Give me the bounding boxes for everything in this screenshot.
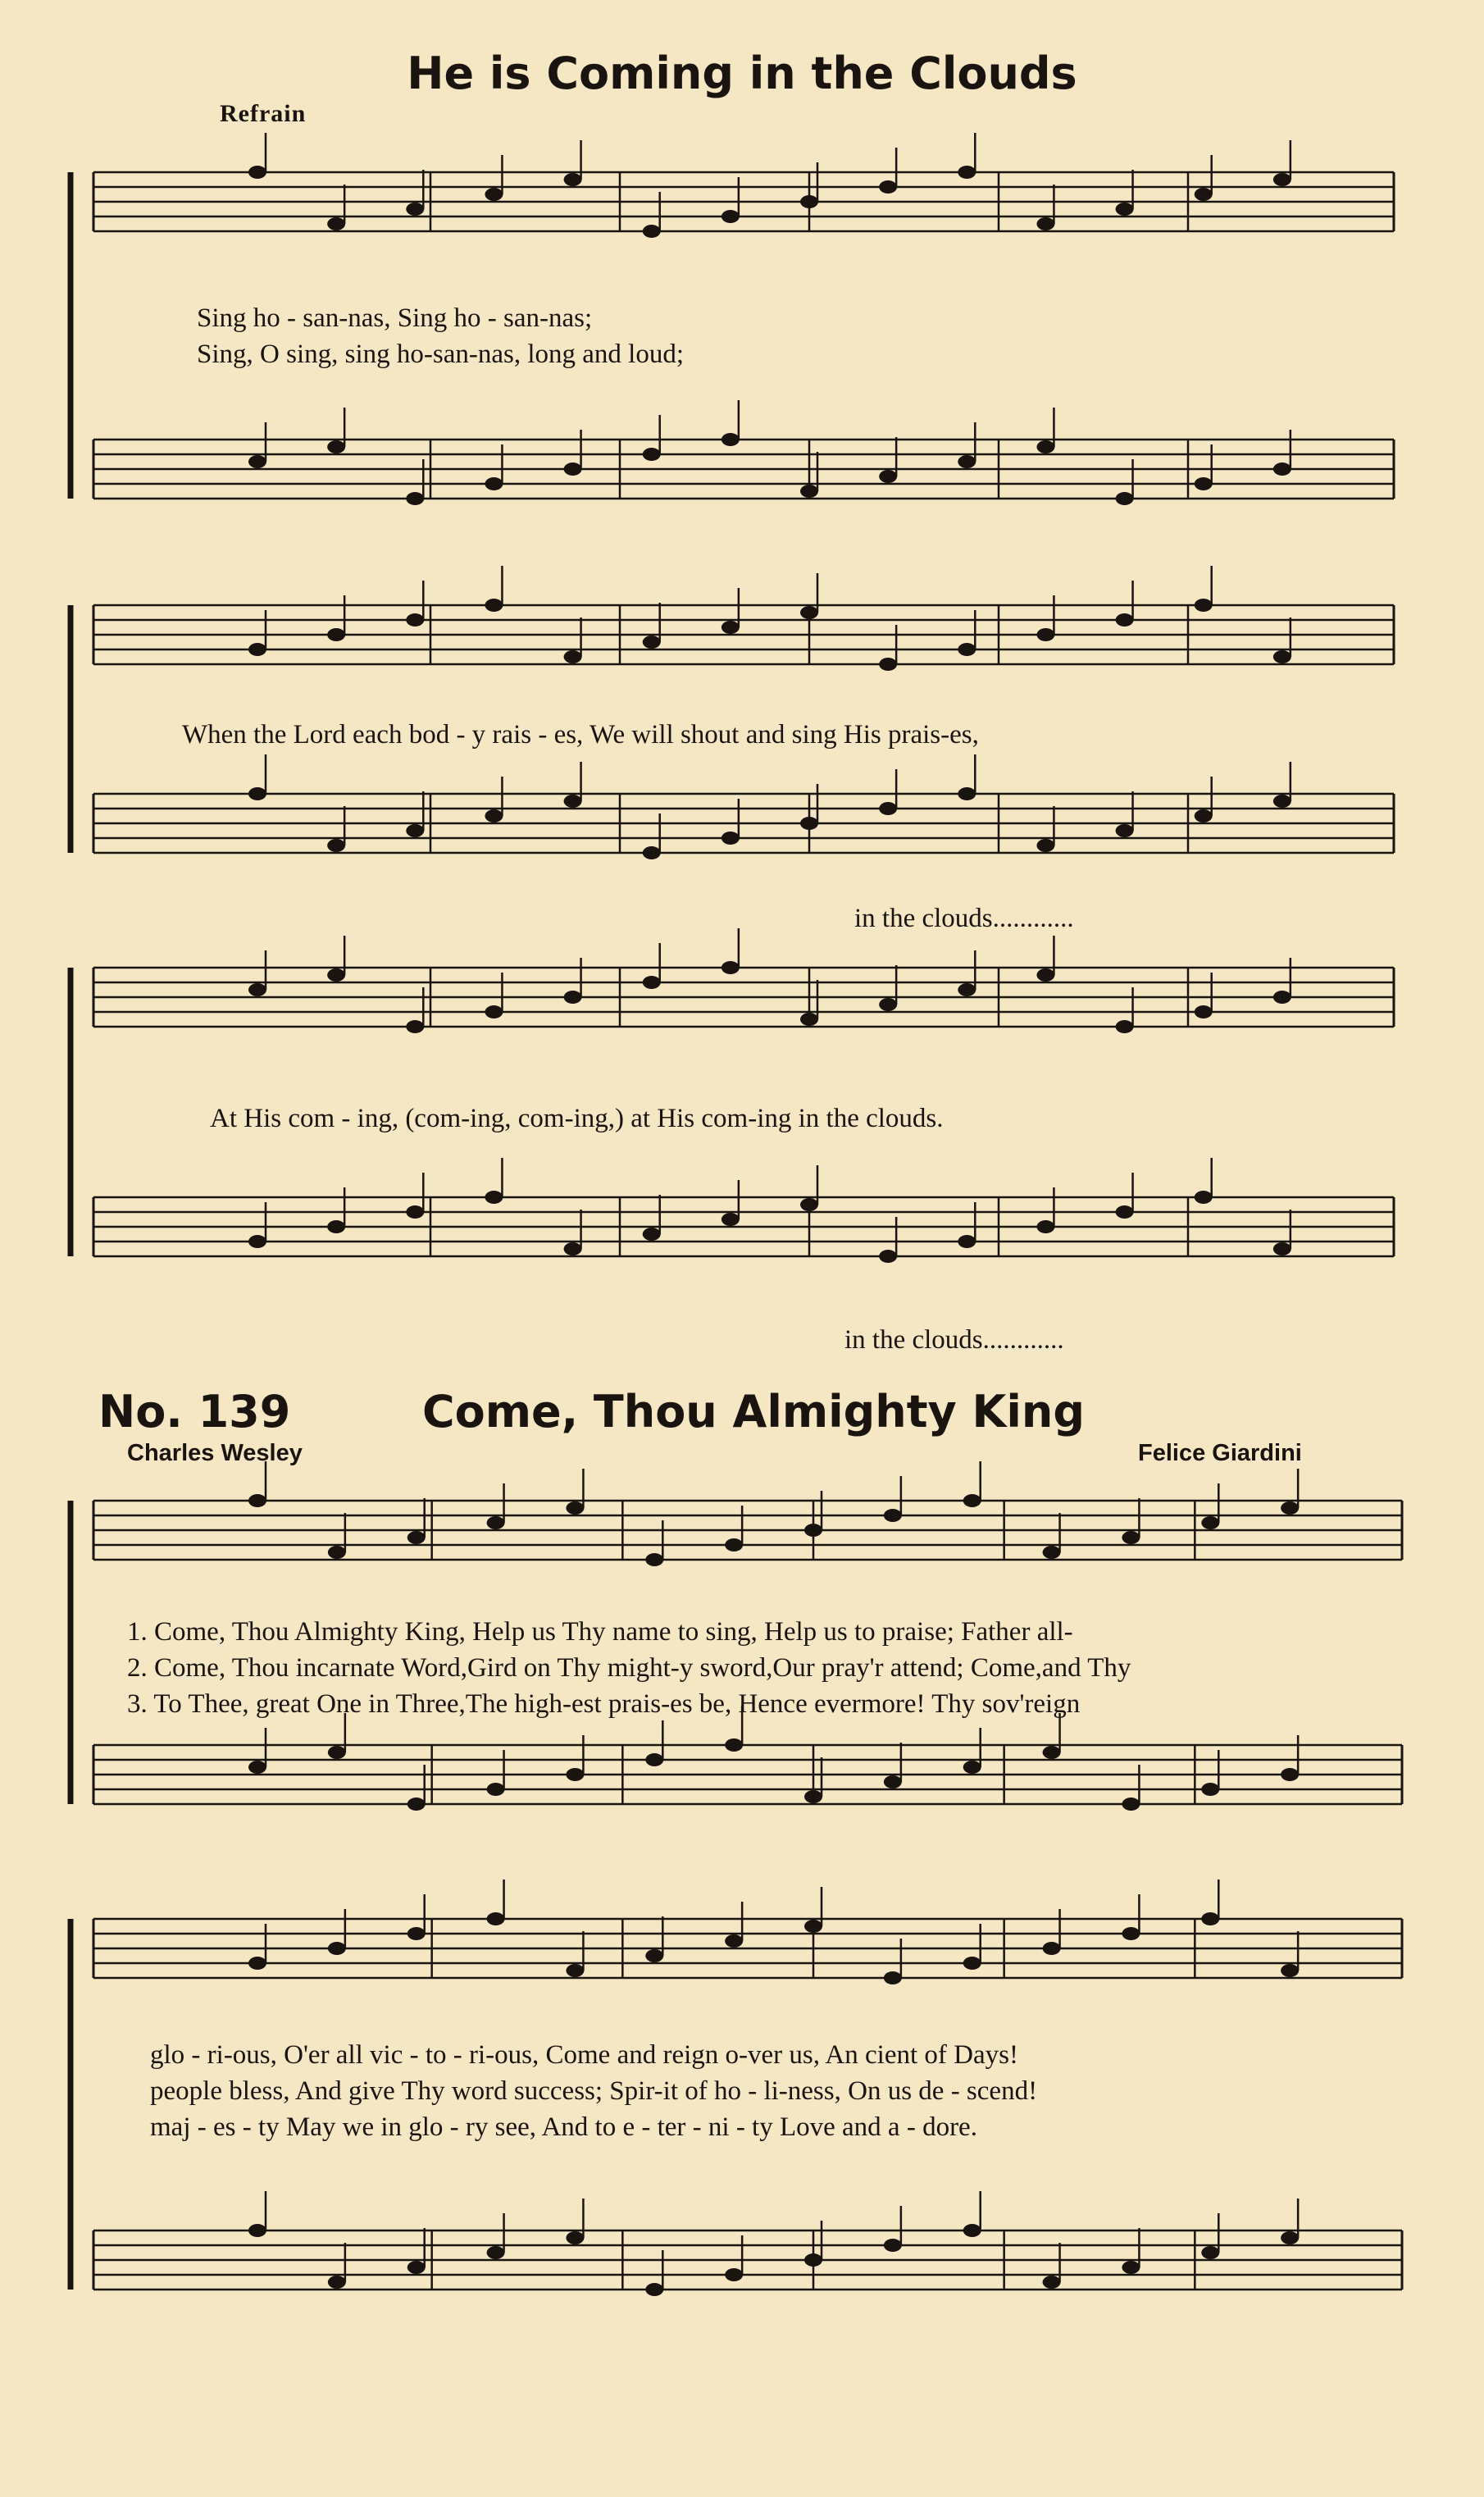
note-head bbox=[485, 809, 503, 822]
lyric-line: people bless, And give Thy word success; Spir-it of ho - li-ness, On us de - scend! bbox=[150, 2076, 1038, 2106]
note-head bbox=[804, 1524, 822, 1537]
note-head bbox=[564, 1242, 582, 1255]
note-head bbox=[407, 1531, 426, 1544]
note-head bbox=[643, 225, 661, 238]
note-head bbox=[1273, 462, 1291, 476]
note-head bbox=[406, 1020, 424, 1033]
note-head bbox=[248, 1494, 266, 1507]
note-head bbox=[248, 787, 266, 800]
refrain-label: Refrain bbox=[220, 100, 307, 127]
note-head bbox=[487, 1783, 505, 1796]
note-head bbox=[804, 2253, 822, 2267]
note-head bbox=[884, 1509, 902, 1522]
note-head bbox=[1281, 2231, 1299, 2244]
note-head bbox=[1195, 599, 1213, 612]
note-head bbox=[327, 1220, 345, 1233]
note-head bbox=[406, 1205, 424, 1219]
note-head bbox=[1201, 1783, 1219, 1796]
note-head bbox=[722, 433, 740, 446]
note-head bbox=[645, 1553, 663, 1566]
note-head bbox=[564, 795, 582, 808]
note-head bbox=[958, 787, 976, 800]
note-head bbox=[958, 166, 976, 179]
note-head bbox=[1043, 2276, 1061, 2289]
note-head bbox=[1201, 1912, 1219, 1925]
note-head bbox=[564, 462, 582, 476]
note-head bbox=[1273, 991, 1291, 1004]
note-head bbox=[722, 961, 740, 974]
note-head bbox=[1122, 1927, 1140, 1940]
lyric-line: glo - ri-ous, O'er all vic - to - ri-ous, Come and reign o-ver us, An cient of Days! bbox=[150, 2040, 1018, 2070]
note-head bbox=[1122, 1531, 1140, 1544]
note-head bbox=[1043, 1746, 1061, 1759]
note-head bbox=[879, 1250, 897, 1263]
note-head bbox=[1036, 1220, 1054, 1233]
note-head bbox=[958, 1235, 976, 1248]
note-head bbox=[407, 1927, 426, 1940]
note-head bbox=[1116, 1020, 1134, 1033]
bass-lyric-line: in the clouds............ bbox=[844, 1325, 1064, 1355]
note-head bbox=[406, 824, 424, 837]
note-head bbox=[722, 832, 740, 845]
note-head bbox=[884, 1971, 902, 1984]
note-head bbox=[566, 1501, 584, 1515]
note-head bbox=[1036, 968, 1054, 982]
note-head bbox=[485, 599, 503, 612]
bass-lyric-line: in the clouds............ bbox=[854, 904, 1074, 933]
note-head bbox=[1036, 628, 1054, 641]
note-head bbox=[800, 485, 818, 498]
author-credit: Charles Wesley bbox=[127, 1440, 303, 1466]
note-head bbox=[485, 1191, 503, 1204]
note-head bbox=[958, 643, 976, 656]
note-head bbox=[963, 1761, 981, 1774]
note-head bbox=[879, 180, 897, 194]
note-head bbox=[1273, 1242, 1291, 1255]
note-head bbox=[327, 839, 345, 852]
note-head bbox=[884, 2239, 902, 2252]
note-head bbox=[1195, 1005, 1213, 1018]
note-head bbox=[958, 983, 976, 996]
note-head bbox=[643, 1228, 661, 1241]
note-head bbox=[248, 455, 266, 468]
note-head bbox=[963, 2224, 981, 2237]
note-head bbox=[248, 1761, 266, 1774]
note-head bbox=[1273, 173, 1291, 186]
note-head bbox=[1122, 1798, 1140, 1811]
note-head bbox=[722, 621, 740, 634]
note-head bbox=[248, 983, 266, 996]
note-head bbox=[722, 210, 740, 223]
note-head bbox=[1195, 809, 1213, 822]
note-head bbox=[800, 817, 818, 830]
note-head bbox=[1201, 1516, 1219, 1529]
note-head bbox=[800, 195, 818, 208]
lyric-line: When the Lord each bod - y rais - es, We will shout and sing His prais-es, bbox=[182, 720, 979, 750]
note-head bbox=[1201, 2246, 1219, 2259]
note-head bbox=[1281, 1768, 1299, 1781]
note-head bbox=[327, 217, 345, 230]
note-head bbox=[1116, 1205, 1134, 1219]
note-head bbox=[725, 1934, 743, 1948]
note-head bbox=[248, 643, 266, 656]
note-head bbox=[1195, 477, 1213, 490]
note-head bbox=[327, 968, 345, 982]
note-head bbox=[1036, 217, 1054, 230]
note-head bbox=[643, 448, 661, 461]
note-head bbox=[1116, 492, 1134, 505]
lyric-line: Sing, O sing, sing ho-san-nas, long and loud; bbox=[197, 339, 684, 369]
note-head bbox=[1036, 839, 1054, 852]
note-head bbox=[566, 2231, 584, 2244]
note-head bbox=[879, 998, 897, 1011]
song-title: He is Coming in the Clouds bbox=[407, 48, 1077, 99]
note-head bbox=[1281, 1964, 1299, 1977]
note-head bbox=[487, 2246, 505, 2259]
note-head bbox=[566, 1768, 584, 1781]
note-head bbox=[564, 650, 582, 663]
lyric-line: Sing ho - san-nas, Sing ho - san-nas; bbox=[197, 303, 593, 333]
note-head bbox=[487, 1516, 505, 1529]
note-head bbox=[643, 636, 661, 649]
note-head bbox=[1122, 2261, 1140, 2274]
note-head bbox=[328, 2276, 346, 2289]
lyric-line: 3. To Thee, great One in Three,The high-est prais-es be, Hence evermore! Thy sov'reign bbox=[127, 1689, 1081, 1719]
note-head bbox=[800, 606, 818, 619]
note-head bbox=[963, 1957, 981, 1970]
note-head bbox=[879, 802, 897, 815]
note-head bbox=[327, 440, 345, 453]
note-head bbox=[958, 455, 976, 468]
note-head bbox=[804, 1920, 822, 1933]
note-head bbox=[485, 188, 503, 201]
note-head bbox=[1273, 650, 1291, 663]
lyric-line: 1. Come, Thou Almighty King, Help us Thy name to sing, Help us to praise; Father all- bbox=[127, 1617, 1073, 1647]
note-head bbox=[725, 2268, 743, 2281]
note-head bbox=[1116, 203, 1134, 216]
song-title: Come, Thou Almighty King bbox=[422, 1386, 1085, 1438]
note-head bbox=[407, 2261, 426, 2274]
note-head bbox=[1116, 613, 1134, 627]
note-head bbox=[645, 2283, 663, 2296]
lyric-line: At His com - ing, (com-ing, com-ing,) at His com-ing in the clouds. bbox=[210, 1104, 944, 1133]
lyric-line: 2. Come, Thou incarnate Word,Gird on Thy might-y sword,Our pray'r attend; Come,and Thy bbox=[127, 1653, 1131, 1683]
composer-credit: Felice Giardini bbox=[1138, 1440, 1302, 1466]
note-head bbox=[725, 1538, 743, 1552]
note-head bbox=[328, 1942, 346, 1955]
note-head bbox=[879, 470, 897, 483]
note-head bbox=[1036, 440, 1054, 453]
lyric-line: maj - es - ty May we in glo - ry see, And to e - ter - ni - ty Love and a - dore. bbox=[150, 2112, 977, 2142]
note-head bbox=[248, 1957, 266, 1970]
note-head bbox=[406, 613, 424, 627]
note-head bbox=[566, 1964, 584, 1977]
note-head bbox=[722, 1213, 740, 1226]
note-head bbox=[407, 1798, 426, 1811]
note-head bbox=[328, 1746, 346, 1759]
note-head bbox=[645, 1949, 663, 1962]
note-head bbox=[725, 1738, 743, 1752]
note-head bbox=[1195, 1191, 1213, 1204]
note-head bbox=[1043, 1546, 1061, 1559]
note-head bbox=[645, 1753, 663, 1766]
note-head bbox=[800, 1198, 818, 1211]
note-head bbox=[248, 166, 266, 179]
hymn-number: No. 139 bbox=[98, 1386, 291, 1438]
note-head bbox=[485, 477, 503, 490]
note-head bbox=[804, 1790, 822, 1803]
note-head bbox=[800, 1013, 818, 1026]
note-head bbox=[1281, 1501, 1299, 1515]
note-head bbox=[643, 846, 661, 859]
note-head bbox=[1116, 824, 1134, 837]
note-head bbox=[564, 991, 582, 1004]
note-head bbox=[485, 1005, 503, 1018]
note-head bbox=[1043, 1942, 1061, 1955]
note-head bbox=[487, 1912, 505, 1925]
note-head bbox=[248, 1235, 266, 1248]
note-head bbox=[879, 658, 897, 671]
note-head bbox=[884, 1775, 902, 1788]
note-head bbox=[1273, 795, 1291, 808]
note-head bbox=[406, 492, 424, 505]
note-head bbox=[328, 1546, 346, 1559]
note-head bbox=[248, 2224, 266, 2237]
note-head bbox=[327, 628, 345, 641]
note-head bbox=[1195, 188, 1213, 201]
note-head bbox=[963, 1494, 981, 1507]
note-head bbox=[643, 976, 661, 989]
note-head bbox=[564, 173, 582, 186]
note-head bbox=[406, 203, 424, 216]
note-heads bbox=[248, 133, 1299, 2296]
